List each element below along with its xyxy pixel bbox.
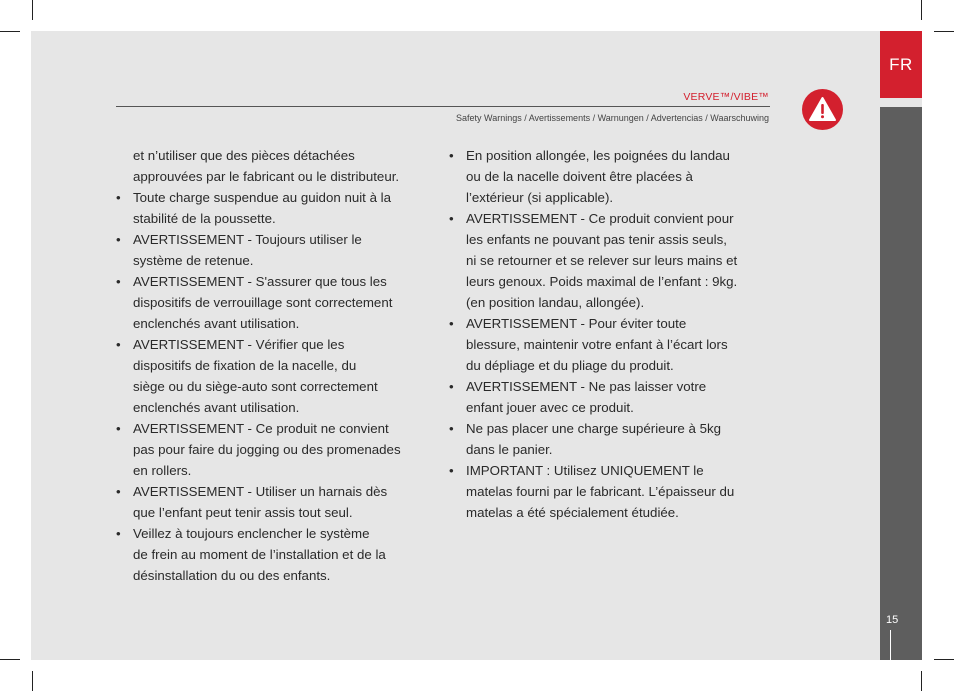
bullet-icon: • bbox=[116, 484, 121, 499]
crop-mark bbox=[0, 31, 20, 32]
header-subtitle: Safety Warnings / Avertissements / Warnungen / Advertencias / Waarschuwing bbox=[456, 113, 769, 123]
list-item-text: AVERTISSEMENT - Toujours utiliser le système de retenue. bbox=[133, 232, 362, 268]
list-item bbox=[449, 208, 774, 313]
continuation-text: et n’utiliser que des pièces détachées approuvées par le fabricant ou le distributeur. bbox=[133, 148, 400, 184]
bullet-icon: • bbox=[449, 379, 454, 394]
list-item-text: AVERTISSEMENT - Utiliser un harnais dès que l’enfant peut tenir assis tout seul. bbox=[133, 484, 388, 520]
list-item bbox=[449, 460, 774, 523]
list-item bbox=[116, 187, 436, 229]
list-item-text: AVERTISSEMENT - Vérifier que les dispositifs de fixation de la nacelle, du siège ou du siège-auto sont correctement enclenchés avant utilisation. bbox=[133, 337, 378, 415]
list-item-text: AVERTISSEMENT - Ne pas laisser votre enfant jouer avec ce produit. bbox=[466, 379, 707, 415]
crop-mark bbox=[0, 659, 20, 660]
list-item-text: AVERTISSEMENT - S'assurer que tous les dispositifs de verrouillage sont correctement enclenchés avant utilisation. bbox=[133, 274, 393, 331]
list-item-text: AVERTISSEMENT - Ce produit ne convient pas pour faire du jogging ou des promenades en rollers. bbox=[133, 421, 401, 478]
header-divider bbox=[116, 106, 770, 107]
crop-mark bbox=[32, 0, 33, 20]
bullet-icon: • bbox=[116, 232, 121, 247]
list-item-text: AVERTISSEMENT - Ce produit convient pour les enfants ne pouvant pas tenir assis seuls, ni se retourner et se relever sur leurs mains et leurs genoux. Poids maximal de l’enfant : 9kg. (en position landau, allongée). bbox=[466, 211, 738, 310]
crop-mark bbox=[921, 671, 922, 691]
crop-mark bbox=[921, 0, 922, 20]
list-item bbox=[116, 271, 436, 334]
bullet-icon: • bbox=[116, 337, 121, 352]
continuation-paragraph bbox=[116, 145, 436, 187]
list-item bbox=[449, 313, 774, 376]
list-item bbox=[116, 523, 436, 586]
bullet-icon: • bbox=[449, 316, 454, 331]
list-item-text: AVERTISSEMENT - Pour éviter toute blessure, maintenir votre enfant à l’écart lors du dépliage et du pliage du produit. bbox=[466, 316, 728, 373]
product-name: VERVE™/VIBE™ bbox=[683, 91, 769, 103]
list-item bbox=[116, 229, 436, 271]
bullet-icon: • bbox=[116, 526, 121, 541]
list-item bbox=[116, 418, 436, 481]
side-strip bbox=[880, 107, 922, 660]
bullet-icon: • bbox=[449, 211, 454, 226]
right-column bbox=[449, 145, 774, 523]
left-column bbox=[116, 145, 436, 586]
list-item-text: Ne pas placer une charge supérieure à 5kg dans le panier. bbox=[466, 421, 722, 457]
page-number: 15 bbox=[886, 614, 899, 626]
crop-mark bbox=[32, 671, 33, 691]
bullet-icon: • bbox=[116, 274, 121, 289]
list-item-text: Veillez à toujours enclencher le système de frein au moment de l’installation et de la désinstallation du ou des enfants. bbox=[133, 526, 386, 583]
list-item bbox=[449, 376, 774, 418]
list-item-text: Toute charge suspendue au guidon nuit à la stabilité de la poussette. bbox=[133, 190, 392, 226]
list-item-text: En position allongée, les poignées du landau ou de la nacelle doivent être placées à l’extérieur (si applicable). bbox=[466, 148, 730, 205]
warning-triangle-icon bbox=[802, 89, 843, 130]
crop-mark bbox=[934, 31, 954, 32]
list-item bbox=[116, 334, 436, 418]
bullet-icon: • bbox=[449, 148, 454, 163]
list-item bbox=[449, 145, 774, 208]
language-tab: FR bbox=[880, 31, 922, 98]
bullet-icon: • bbox=[449, 463, 454, 478]
list-item-text: IMPORTANT : Utilisez UNIQUEMENT le matelas fourni par le fabricant. L’épaisseur du matelas a été spécialement étudiée. bbox=[466, 463, 735, 520]
list-item bbox=[449, 418, 774, 460]
bullet-icon: • bbox=[449, 421, 454, 436]
bullet-icon: • bbox=[116, 421, 121, 436]
crop-mark bbox=[934, 659, 954, 660]
page-tick-divider bbox=[890, 630, 891, 660]
bullet-icon: • bbox=[116, 190, 121, 205]
list-item bbox=[116, 481, 436, 523]
